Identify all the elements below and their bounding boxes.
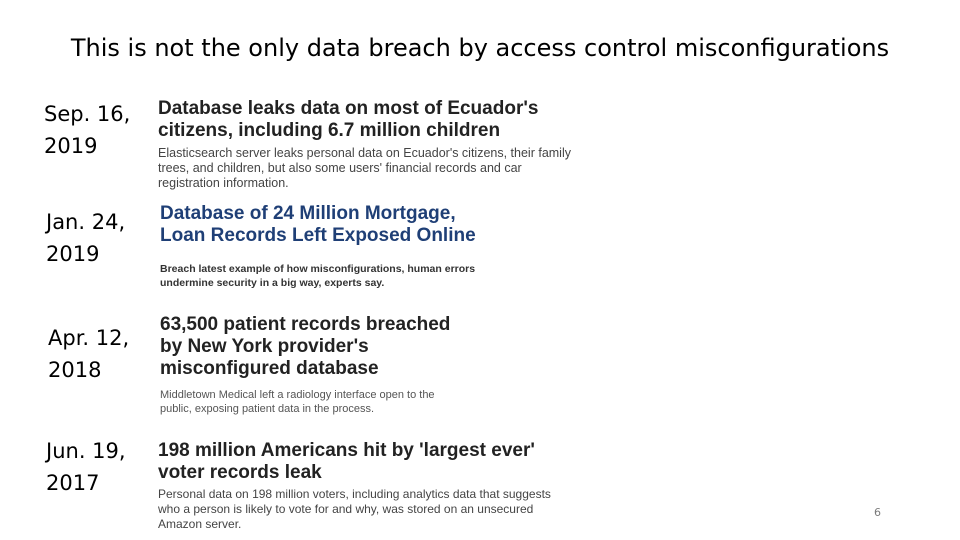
- summary-line: trees, and children, but also some users' financial records and car: [158, 161, 522, 175]
- summary-line: registration information.: [158, 176, 289, 190]
- entry-summary: [158, 146, 571, 191]
- summary-line: Elasticsearch server leaks personal data on Ecuador's citizens, their family: [158, 146, 571, 160]
- summary-line: Breach latest example of how misconfigurations, human errors: [160, 263, 476, 275]
- entry-date: [46, 435, 126, 499]
- entry-headline: [158, 98, 538, 142]
- date-line: 2019: [46, 242, 100, 266]
- entry-date: [48, 322, 129, 386]
- entry-headline: [160, 314, 450, 380]
- summary-line: Middletown Medical left a radiology interface open to the: [160, 389, 435, 401]
- entry-summary: [160, 388, 435, 416]
- headline-line: by New York provider's: [160, 336, 369, 357]
- headline-line: Database of 24 Million Mortgage,: [160, 203, 456, 224]
- headline-line: voter records leak: [158, 462, 322, 483]
- date-line: 2018: [48, 358, 102, 382]
- slide-title: This is not the only data breach by access control misconfigurations: [70, 34, 890, 62]
- summary-line: who a person is likely to vote for and why, was stored on an unsecured: [158, 502, 534, 516]
- entry-date: [46, 206, 125, 270]
- headline-line: 198 million Americans hit by 'largest ever': [158, 440, 535, 461]
- summary-line: Amazon server.: [158, 517, 242, 531]
- summary-line: undermine security in a big way, experts say.: [160, 277, 385, 289]
- date-line: Jan. 24,: [46, 210, 126, 234]
- summary-line: public, exposing patient data in the process.: [160, 403, 375, 415]
- summary-line: Personal data on 198 million voters, including analytics data that suggests: [158, 487, 551, 501]
- entry-summary: [160, 262, 475, 290]
- date-line: 2017: [46, 471, 100, 495]
- date-line: Sep. 16,: [44, 102, 131, 126]
- headline-line: Loan Records Left Exposed Online: [160, 225, 476, 246]
- entry-date: [44, 98, 130, 162]
- entry-summary: [158, 487, 551, 532]
- headline-line: citizens, including 6.7 million children: [158, 120, 501, 141]
- entry-headline: [160, 203, 476, 247]
- date-line: 2019: [44, 134, 98, 158]
- entry-headline: [158, 440, 535, 484]
- date-line: Apr. 12,: [48, 326, 130, 350]
- page-number: 6: [874, 506, 881, 519]
- headline-line: 63,500 patient records breached: [160, 314, 451, 335]
- headline-line: Database leaks data on most of Ecuador's: [158, 98, 539, 119]
- date-line: Jun. 19,: [46, 439, 126, 463]
- headline-line: misconfigured database: [160, 358, 379, 379]
